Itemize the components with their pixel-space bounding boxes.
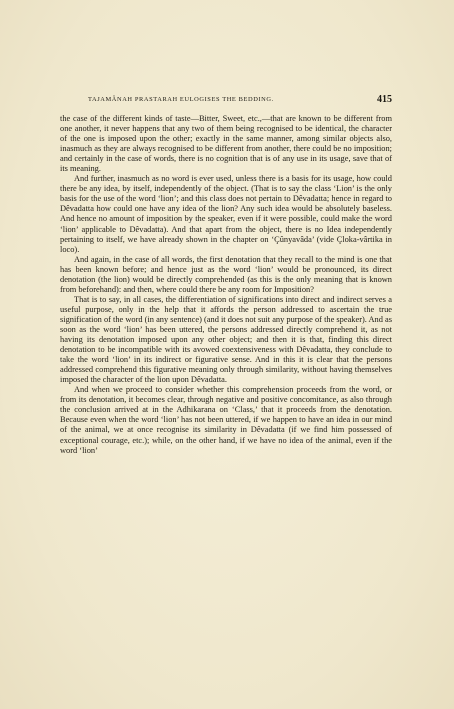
paragraph: And again, in the case of all words, the first denotation that they recall to the mind is one that has been known before; and hence just as the word ‘lion’ would be pronounced, its direct denotation (the lion) would be directly comprehended (as this is the only meaning that is known from beforehand): and then, where could there be any room for Imposition? (60, 254, 392, 294)
paragraph: And when we proceed to consider whether this comprehension proceeds from the word, or from its denotation, it becomes clear, through negative and positive concomitance, as also through the conclusion arrived at in the Adhikarana on ‘Class,’ that it proceeds from the denotation. Because even when the word ‘lion’ has not been uttered, if we happen to have an idea in our mind of the animal, we at once recognise its similarity in Dêvadatta (if we find him possessed of exceptional courage, etc.); while, on the other hand, if we have no idea of the animal, even if the word ‘lion’ (60, 385, 392, 455)
paragraph: the case of the different kinds of taste—Bitter, Sweet, etc.,—that are known to be different from one another, it never happens that any two of them being recognised to be identical, the character of the one is imposed upon the other; exactly in the same manner, among similar objects also, inasmuch as they are always recognised to be different from another, there could be no imposition; and certainly in the case of words, there is no cognition that is of any use in its usage, save that of its meaning. (60, 114, 392, 174)
page-number: 415 (377, 94, 392, 105)
page-header (60, 96, 392, 108)
running-head: TAJAMÂNAH PRASTARAH EULOGISES THE BEDDING. (88, 96, 274, 103)
paragraph: That is to say, in all cases, the differentiation of significations into direct and indirect serves a useful purpose, only in the help that it affords the person addressed to ascertain the true signification of the word (in any sentence) (and it does not suit any purpose of the speaker). And as soon as the word ‘lion’ has been uttered, the persons addressed directly comprehend it, as not having its denotation imposed upon any other object; and then it is that, finding this direct denotation to be incompatible with its avowed coextensiveness with Dêvadatta, they conclude to take the word ‘lion’ in its indirect or figurative sense. And in this it is clear that the persons addressed comprehend this figurative meaning only through similarity, without having themselves imposed the character of the lion upon Dêvadatta. (60, 294, 392, 385)
body-text (60, 114, 392, 456)
paragraph: And further, inasmuch as no word is ever used, unless there is a basis for its usage, how could there be any idea, by itself, independently of the object. (That is to say the class ‘Lion’ is the only basis for the use of the word ‘lion’; and this class does not pertain to Dêvadatta; hence in regard to Dêvadatta how could one have any idea of the lion? Any such idea would be absolutely baseless. And hence no amount of imposition by the speaker, even if it were possible, could make the word ‘lion’ applicable to Dêvadatta). And that apart from the object, there is no Idea independently pertaining to itself, we have already shown in the chapter on ‘Çûnyavâda’ (vide Çloka-vârtika in loco). (60, 174, 392, 254)
